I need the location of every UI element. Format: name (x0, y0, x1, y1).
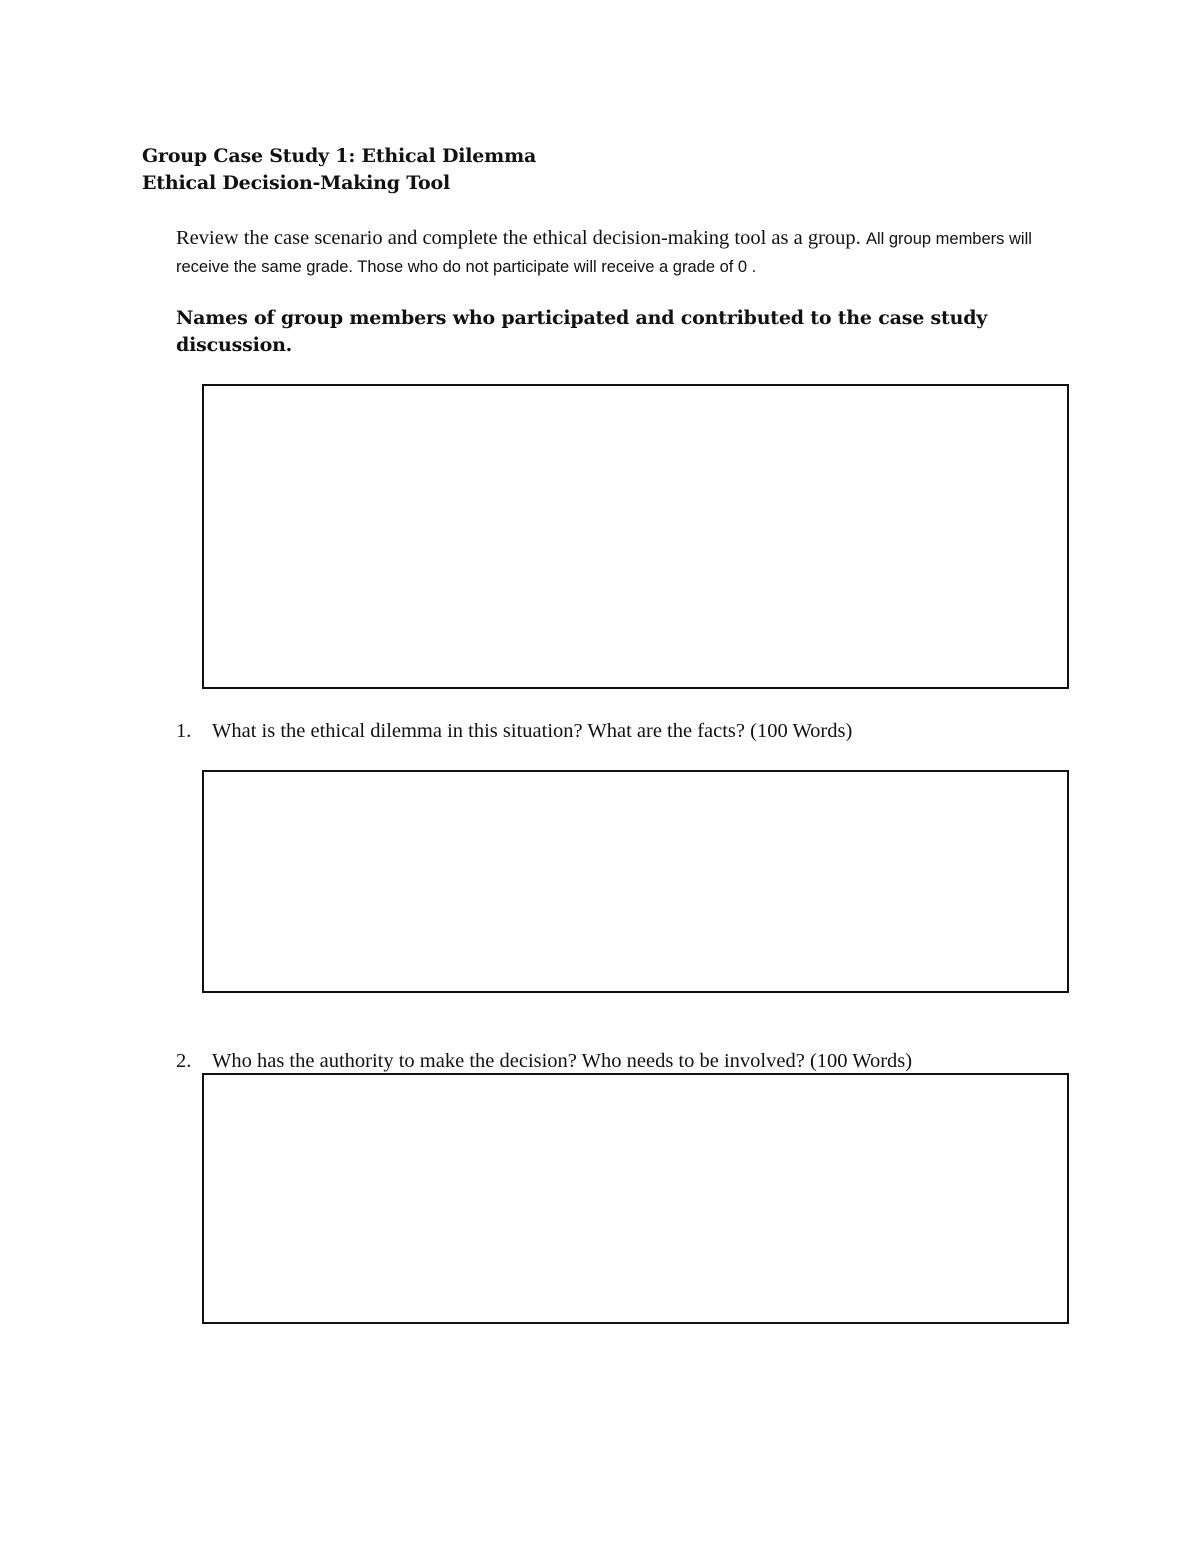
group-members-heading: Names of group members who participated and contributed to the case study discussion. (176, 307, 988, 356)
group-members-answer-box[interactable] (202, 384, 1069, 689)
question-2 (176, 1047, 912, 1075)
grading-note: All group members will receive the same grade. Those who do not participate will receive a grade of 0 . (176, 230, 1032, 276)
question-text: Who has the authority to make the decision? Who needs to be involved? (100 Words) (212, 1050, 913, 1072)
question-text: What is the ethical dilemma in this situation? What are the facts? (100 Words) (212, 720, 853, 742)
question-1 (176, 717, 852, 745)
question-2-answer-box[interactable] (202, 1073, 1069, 1324)
instructions-text: Review the case scenario and complete the ethical decision-making tool as a group. (176, 227, 866, 249)
document-subtitle: Ethical Decision-Making Tool (142, 172, 451, 194)
question-number: 1. (176, 720, 192, 742)
question-number: 2. (176, 1050, 192, 1072)
instructions-paragraph (176, 224, 1076, 281)
document-title: Group Case Study 1: Ethical Dilemma (142, 145, 537, 167)
question-1-answer-box[interactable] (202, 770, 1069, 993)
